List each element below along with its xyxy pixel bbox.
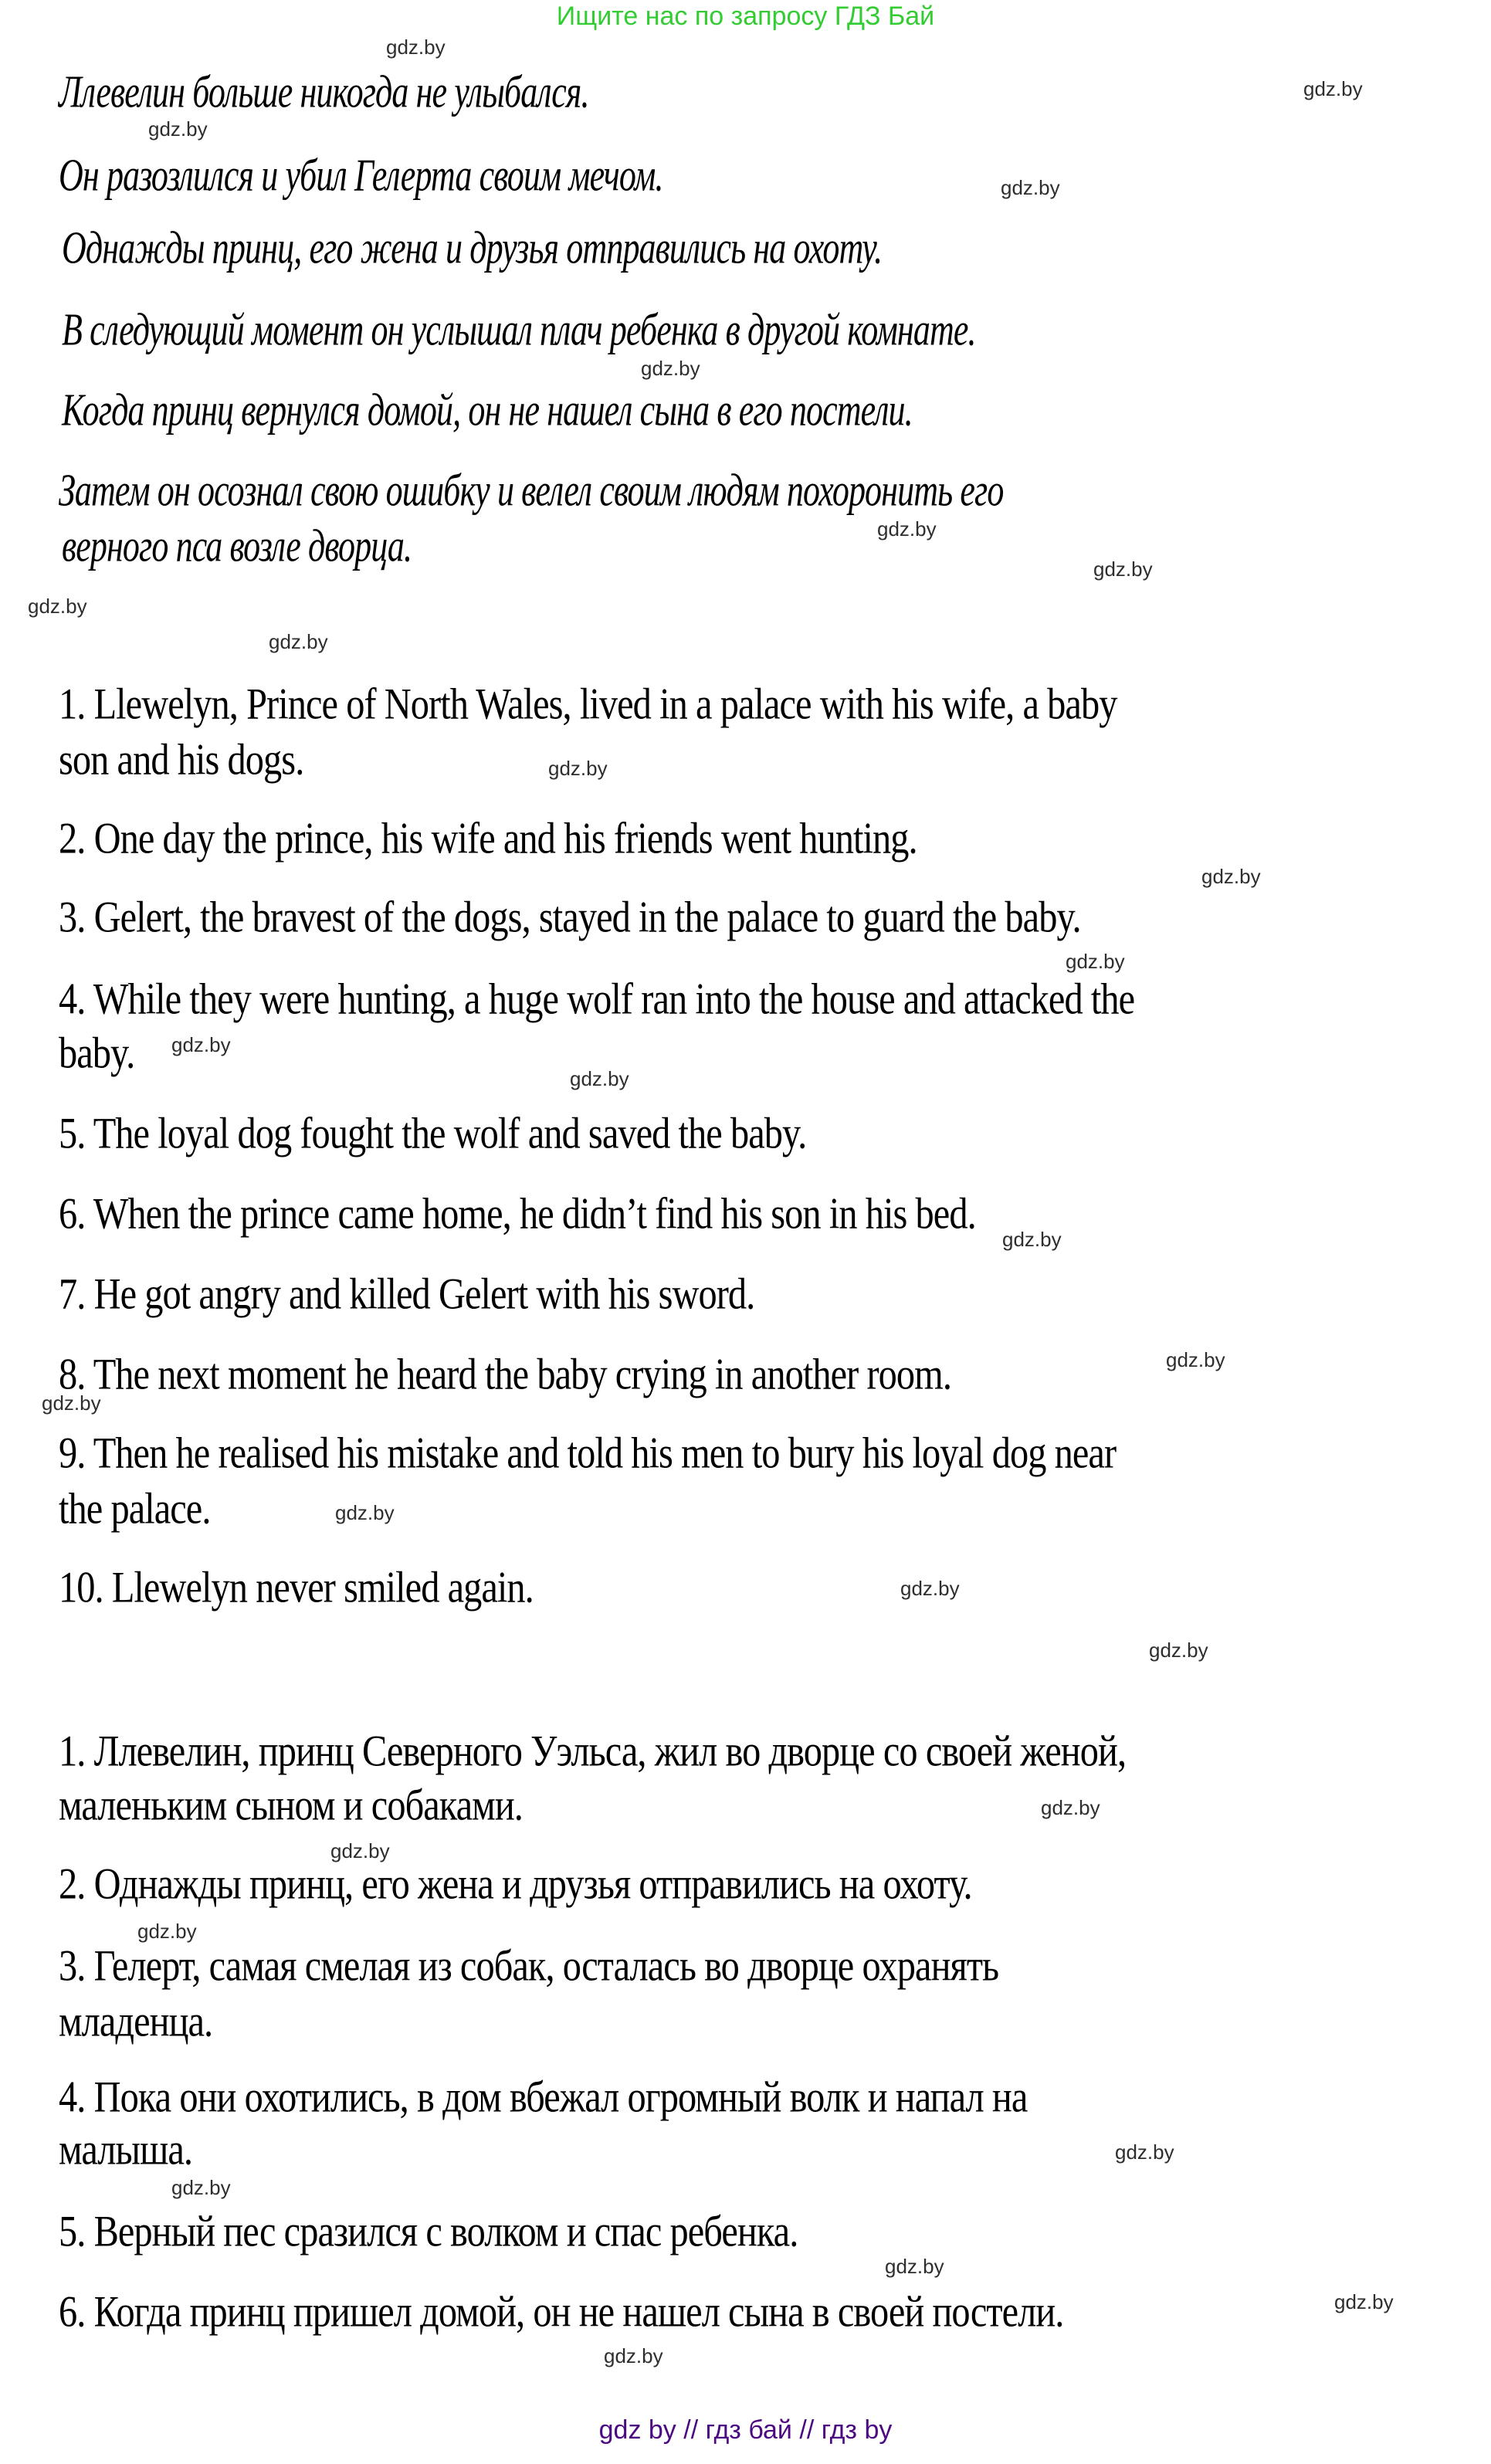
russian-item-line: маленьким сыном и собаками. [59,1781,523,1830]
gdz-watermark: gdz.by [1002,1228,1062,1251]
english-item-line: 4. While they were hunting, a huge wolf ran into the house and attacked the [59,975,1135,1024]
english-item-line: 2. One day the prince, his wife and his friends went hunting. [59,815,917,863]
gdz-watermark: gdz.by [42,1391,101,1415]
english-item-line: 6. When the prince came home, he didn’t find his son in his bed. [59,1190,976,1239]
english-item-line: 1. Llewelyn, Prince of North Wales, lived in a palace with his wife, a baby [59,680,1117,729]
russian-item-line: 5. Верный пес сразился с волком и спас ребенка. [59,2208,798,2256]
intro-line: Когда принц вернулся домой, он не нашел сына в его постели. [62,384,913,436]
gdz-watermark: gdz.by [548,757,608,780]
russian-item-line: 2. Однажды принц, его жена и друзья отправились на охоту. [59,1860,972,1909]
gdz-watermark: gdz.by [641,357,700,380]
gdz-watermark: gdz.by [877,517,937,541]
intro-line: Он разозлился и убил Гелерта своим мечом. [59,149,663,201]
russian-item-line: 4. Пока они охотились, в дом вбежал огромный волк и напал на [59,2073,1028,2122]
gdz-watermark: gdz.by [269,630,328,653]
gdz-watermark: gdz.by [1149,1639,1208,1662]
intro-line: Затем он осознал свою ошибку и велел своим людям похоронить его [59,464,1004,516]
russian-item-line: 3. Гелерт, самая смелая из собак, осталась во дворце охранять [59,1942,999,1991]
english-item-line: 8. The next moment he heard the baby crying in another room. [59,1351,951,1399]
russian-item-line: младенца. [59,1998,213,2046]
gdz-watermark: gdz.by [1066,950,1125,973]
gdz-watermark: gdz.by [1093,558,1153,581]
russian-item-line: 6. Когда принц пришел домой, он не нашел сына в своей постели. [59,2288,1064,2337]
gdz-watermark: gdz.by [137,1920,197,1943]
intro-line: Однажды принц, его жена и друзья отправились на охоту. [62,222,883,273]
english-item-line: 7. He got angry and killed Gelert with his sword. [59,1270,755,1319]
gdz-watermark: gdz.by [1041,1796,1100,1819]
russian-item-line: малыша. [59,2126,193,2174]
gdz-watermark: gdz.by [1303,77,1363,100]
intro-line: Ллевелин больше никогда не улыбался. [59,66,589,117]
gdz-watermark: gdz.by [604,2344,663,2367]
english-item-line: son and his dogs. [59,736,304,785]
gdz-watermark: gdz.by [885,2255,944,2278]
english-item-line: baby. [59,1029,135,1078]
english-item-line: 5. The loyal dog fought the wolf and saved the baby. [59,1110,807,1158]
english-item-line: 3. Gelert, the bravest of the dogs, stayed in the palace to guard the baby. [59,893,1081,942]
gdz-watermark: gdz.by [171,2176,231,2199]
english-item-line: 9. Then he realised his mistake and told his men to bury his loyal dog near [59,1429,1117,1478]
gdz-watermark: gdz.by [1334,2290,1394,2313]
english-item-line: the palace. [59,1485,211,1534]
gdz-watermark: gdz.by [28,595,87,618]
gdz-watermark: gdz.by [335,1501,395,1524]
intro-line: верного пса возле дворца. [62,520,412,571]
english-item-line: 10. Llewelyn never smiled again. [59,1564,534,1612]
gdz-watermark: gdz.by [900,1577,960,1600]
gdz-watermark: gdz.by [1166,1348,1225,1371]
russian-item-line: 1. Ллевелин, принц Северного Уэльса, жил во дворце со своей женой, [59,1727,1127,1776]
gdz-watermark: gdz.by [171,1033,231,1056]
gdz-watermark: gdz.by [570,1067,629,1090]
intro-line: В следующий момент он услышал плач ребенка в другой комнате. [62,303,976,355]
gdz-watermark: gdz.by [330,1839,390,1862]
gdz-watermark: gdz.by [1115,2140,1174,2164]
gdz-watermark: gdz.by [1001,176,1060,199]
gdz-watermark: gdz.by [1201,865,1261,888]
footer-signature: gdz by // гдз бай // гдз by [598,2415,893,2445]
gdz-watermark: gdz.by [386,36,446,59]
gdz-watermark: gdz.by [148,117,208,141]
promo-banner: Ищите нас по запросу ГДЗ Бай [556,2,935,31]
